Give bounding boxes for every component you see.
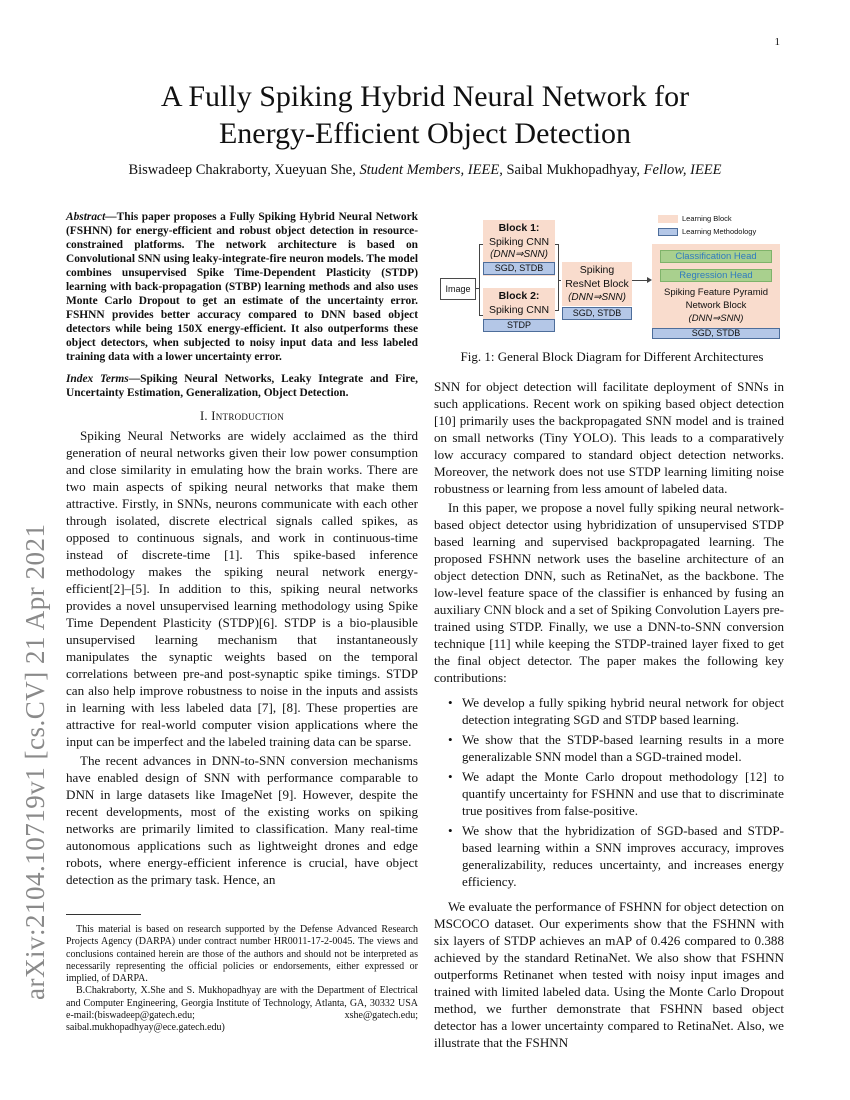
block-2-title: Block 2:	[498, 290, 540, 302]
spiking-resnet-block	[562, 262, 632, 306]
arxiv-identifier-stamp[interactable]: arXiv:2104.10719v1 [cs.CV] 21 Apr 2021	[20, 523, 50, 1000]
author-line	[70, 162, 780, 179]
legend-method-swatch	[658, 228, 678, 236]
index-terms-text: —Spiking Neural Networks, Leaky Integrate and Fire, Uncertainty Estimation, Generalization, Object Detection.	[66, 373, 418, 399]
abstract-text: This paper proposes a Fully Spiking Hybrid Neural Network (FSHNN) for energy-efficient and robust object detection in resource-constrained platforms. The network architecture is based on Convolutional SNN using leaky-integrate-fire neuron models. The model combines unsupervised Spike Time-Dependent Plasticity (STDP) learning with back-propagation (STBP) learning methods and also uses Monte Carlo Dropout to get an estimate of the uncertainty error. FSHNN provides better accuracy compared to DNN based object detectors while being 150X energy-efficient. It also outperforms these object detectors, when subjected to noisy input data and less labeled training data with a lower uncertainty error.	[66, 211, 418, 363]
fpn-learning-bar: SGD, STDB	[652, 328, 780, 339]
connector	[558, 280, 561, 281]
spiking-fpn-block	[652, 244, 780, 328]
block-1-learning-bar: SGD, STDB	[483, 262, 555, 275]
intro-paragraph-1: Spiking Neural Networks are widely acclaimed as the third generation of neural networks given their low power consumption and close similarity in emulating how the brain works. There are two main aspects of spiking neural networks that make them attractive. Firstly, in SNNs, neurons communicate with each other through isolated, discrete electrical signals called spikes, as opposed to continuous signals, and work in continuous-time instead of discrete-time [1]. This spike-based inference methodology makes the spiking neural network energy-efficient[2]–[5]. In addition to this, spiking neural networks provides a novel unsupervised learning methodology using Spike Time Dependent Plasticity (STDP)[6]. STDP is a bio-plausible unsupervised learning mechanism that instantaneously manipulates the synaptic weights based on the temporal correlations between pre-and post-synaptic spike timings. STDP can also help improve robustness to noise in the inputs and assists in learning with less labeled data [7], [8]. These properties are attractive for real-world computer vision applications where the input can be imperfect and the labeled training data can be sparse.	[66, 428, 418, 749]
connector	[558, 244, 559, 311]
resnet-learning-bar: SGD, STDB	[562, 307, 632, 320]
title-line-1: A Fully Spiking Hybrid Neural Network for	[160, 80, 690, 113]
legend-learning-methodology	[658, 227, 756, 236]
abstract-lead: Abstract—	[66, 211, 117, 223]
paper-title	[70, 78, 780, 152]
block-1-title: Block 1:	[498, 222, 540, 234]
legend-block-swatch	[658, 215, 678, 223]
fpn-method: (DNN⇒SNN)	[688, 313, 744, 324]
regression-head: Regression Head	[660, 269, 772, 282]
block-2-learning-bar: STDP	[483, 319, 555, 332]
section-heading-introduction: I. Introduction	[199, 409, 285, 423]
contributions-list	[434, 694, 784, 890]
right-paragraph-3: We evaluate the performance of FSHNN for object detection on MSCOCO dataset. Our experiments show that the FSHNN with six layers of STDP achieves an mAP of 0.426 compared to 0.388 achieved by the standard RetinaNet. We also show that FSHNN outperforms Retinanet when tested with noisy input images and trained with limited labeled data. Using the Monte Carlo Dropout method, we further demonstrate that FSHNN based object detector has a lower uncertainty compared to RetinaNet. Also, we illustrate that the FSHNN	[434, 899, 784, 1050]
index-terms	[66, 372, 418, 400]
abstract	[66, 210, 418, 364]
contribution-item-3: • We adapt the Monte Carlo dropout methodology [12] to quantify uncertainty for FSHNN and use that to discriminate true positives from false-positive.	[434, 768, 784, 819]
figure-block-diagram	[440, 214, 780, 338]
author-names: Biswadeep Chakraborty, Xueyuan She,	[128, 162, 356, 178]
block-2-spiking-cnn	[483, 288, 555, 332]
figure-caption: Fig. 1: General Block Diagram for Different Architectures	[460, 349, 764, 364]
right-column	[434, 378, 784, 1051]
block-2-subtitle: Spiking CNN	[488, 304, 550, 316]
index-terms-lead: Index Terms	[66, 373, 129, 385]
fpn-line-1: Spiking Feature Pyramid	[663, 287, 769, 298]
footnote-funding: This material is based on research supported by the Defense Advanced Research Projects Agency (DARPA) under contract number HR0011-17-2-0045. The views and conclusions contained herein are those of the authors and should not be interpreted as necessarily representing the official policies or endorsements, either expressed or implied, of DARPA.	[66, 924, 418, 985]
author-name-3: Saibal Mukhopadhyay,	[506, 162, 641, 178]
footnote-rule	[66, 914, 141, 915]
block-1-method: (DNN⇒SNN)	[490, 249, 548, 260]
footnote	[66, 924, 418, 1035]
title-line-2: Energy-Efficient Object Detection	[218, 117, 632, 150]
author-role-1: Student Members, IEEE,	[359, 162, 503, 178]
legend-learning-block	[658, 214, 732, 223]
resnet-method: (DNN⇒SNN)	[568, 292, 626, 303]
fpn-line-2: Network Block	[685, 300, 747, 311]
block-1-spiking-cnn	[483, 220, 555, 276]
right-paragraph-1: SNN for object detection will facilitate deployment of SNNs in such applications. Recent work on spiking based object detection [10] primarily uses the backpropagated SNN model and is trained on small networks (Tiny YOLO). This leads to a comparatively low accuracy compared to standard object detection networks. Moreover, the network does not use STDP learning limiting noise robustness or learning from less amount of labeled data.	[434, 379, 784, 496]
page-number: 1	[774, 36, 780, 48]
left-column	[66, 210, 418, 888]
legend-block-label: Learning Block	[682, 214, 732, 223]
footnote-affiliation: B.Chakraborty, X.She and S. Mukhopadhyay are with the Department of Electrical and Computer Engineering, Georgia Institute of Technology, Atlanta, GA, 30332 USA e-mail:(biswadeep@gatech.edu; xshe@gatech.edu; saibal.mukhopadhyay@ece.gatech.edu)	[66, 985, 418, 1034]
right-paragraph-2: In this paper, we propose a novel fully spiking neural network-based object detector using hybridization of unsupervised STDP based learning and supervised backpropagated learning. The proposed FSHNN network uses the baseline architecture of an object detection DNN, such as RetinaNet, as the backbone. The low-level feature space of the classifier is enhanced by fusing an auxiliary CNN block and a set of Spiking Convolution Layers pre-trained using STDP. Finally, we use a DNN-to-SNN conversion technique [11] while keeping the STDP-trained layer fixed to get the final object detector. The paper makes the following key contributions:	[434, 500, 784, 685]
block-1-subtitle: Spiking CNN	[488, 236, 550, 248]
author-role-2: Fellow, IEEE	[643, 162, 722, 178]
resnet-line-2: ResNet Block	[565, 278, 629, 290]
legend-method-label: Learning Methodology	[682, 227, 757, 236]
contribution-item-1: • We develop a fully spiking hybrid neural network for object detection integrating SGD and STDP based learning.	[434, 694, 784, 728]
resnet-line-1: Spiking	[579, 264, 615, 276]
intro-paragraph-2: The recent advances in DNN-to-SNN conversion mechanisms have enabled design of SNN with performance comparable to DNN in large datasets like ImageNet [9]. However, despite the recent developments, most of the existing works on spiking networks are primarily limited to classification. Many real-time autonomous applications such as lightweight drones and edge robots, where energy-efficient inference is crucial, have object detection as the primary task. Hence, an	[66, 753, 418, 887]
connector	[632, 280, 648, 281]
contribution-item-4: • We show that the hybridization of SGD-based and STDP-based learning within a SNN improves accuracy, improves generalizability, reduces uncertainty, and increases energy efficiency.	[434, 822, 784, 890]
image-input-box: Image	[440, 278, 476, 300]
classification-head: Classification Head	[660, 250, 772, 263]
contribution-item-2: • We show that the STDP-based learning results in a more generalizable SNN model than a SGD-trained model.	[434, 731, 784, 765]
connector	[479, 244, 480, 316]
